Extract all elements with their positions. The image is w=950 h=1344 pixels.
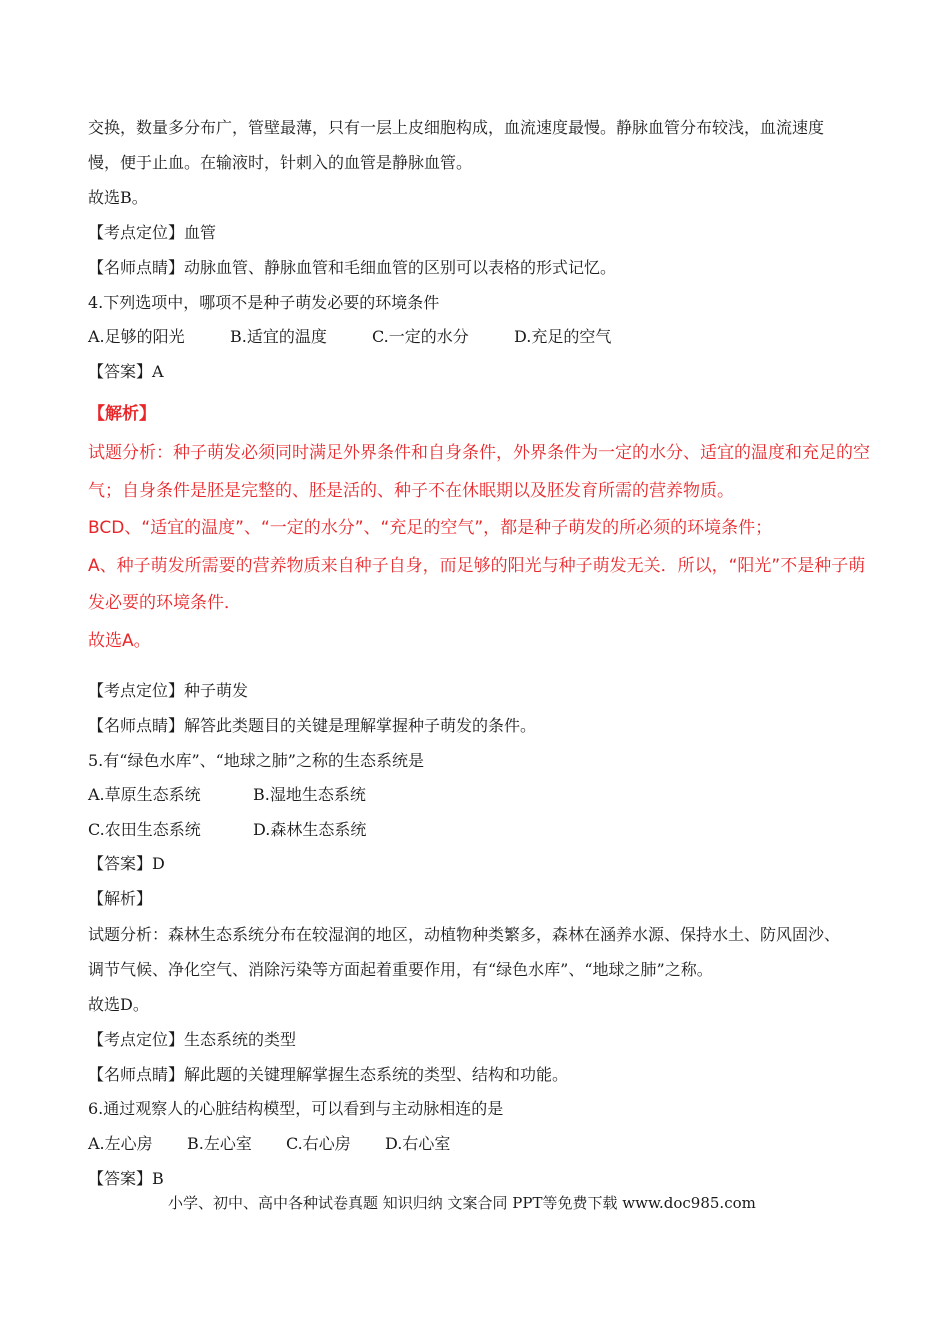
question-6: 6.通过观察人的心脏结构模型，可以看到与主动脉相连的是 xyxy=(88,1099,504,1118)
option-a: A.足够的阳光 xyxy=(88,327,185,346)
option-d: D.森林生态系统 xyxy=(253,820,367,839)
answer-6: 【答案】B xyxy=(88,1169,164,1188)
dianjing-label: 【名师点睛】解答此类题目的关键是理解掌握种子萌发的条件。 xyxy=(88,716,537,735)
answer-4: 【答案】A xyxy=(88,362,164,381)
text-line: 交换，数量多分布广，管壁最薄，只有一层上皮细胞构成，血流速度最慢。静脉血管分布较浅，血流速度 xyxy=(88,118,825,137)
option-a: A.左心房 xyxy=(88,1134,153,1153)
answer-5: 【答案】D xyxy=(88,854,165,873)
analysis-line: 发必要的环境条件． xyxy=(88,593,241,613)
kaodian-label: 【考点定位】血管 xyxy=(88,223,217,242)
option-b: B.左心室 xyxy=(187,1134,252,1153)
question-4-options xyxy=(88,326,611,348)
analysis-conclusion: 故选A。 xyxy=(88,631,151,651)
option-c: C.一定的水分 xyxy=(372,327,469,346)
question-5: 5.有“绿色水库”、“地球之肺”之称的生态系统是 xyxy=(88,751,424,770)
text-line: 故选B。 xyxy=(88,188,148,207)
analysis-heading: 【解析】 xyxy=(88,889,153,908)
kaodian-label: 【考点定位】生态系统的类型 xyxy=(88,1030,297,1049)
option-b: B.适宜的温度 xyxy=(230,327,327,346)
page-footer: 小学、初中、高中各种试卷真题 知识归纳 文案合同 PPT等免费下载 www.doc985.com xyxy=(168,1194,756,1212)
option-d: D.充足的空气 xyxy=(514,327,612,346)
analysis-line: 调节气候、净化空气、消除污染等方面起着重要作用，有“绿色水库”、“地球之肺”之称。 xyxy=(88,960,713,979)
analysis-line: 试题分析：森林生态系统分布在较湿润的地区，动植物种类繁多，森林在涵养水源、保持水土、防风固沙、 xyxy=(88,925,841,944)
option-d: D.右心室 xyxy=(385,1134,451,1153)
dianjing-label: 【名师点睛】解此题的关键理解掌握生态系统的类型、结构和功能。 xyxy=(88,1065,569,1084)
dianjing-label: 【名师点睛】动脉血管、静脉血管和毛细血管的区别可以表格的形式记忆。 xyxy=(88,258,617,277)
text-line: 慢，便于止血。在输液时，针刺入的血管是静脉血管。 xyxy=(88,153,473,172)
question-5-options-row1 xyxy=(88,784,366,806)
analysis-line: A、种子萌发所需要的营养物质来自种子自身，而足够的阳光与种子萌发无关．所以，“阳光”不是种子萌 xyxy=(88,556,866,576)
option-c: C.农田生态系统 xyxy=(88,820,201,839)
analysis-line: BCD、“适宜的温度”、“一定的水分”、“充足的空气”，都是种子萌发的所必须的环境条件； xyxy=(88,518,773,538)
question-4: 4.下列选项中，哪项不是种子萌发必要的环境条件 xyxy=(88,293,440,312)
question-5-options-row2 xyxy=(88,819,366,841)
option-a: A.草原生态系统 xyxy=(88,785,201,804)
analysis-line: 试题分析：种子萌发必须同时满足外界条件和自身条件，外界条件为一定的水分、适宜的温度和充足的空 xyxy=(88,443,870,463)
option-c: C.右心房 xyxy=(286,1134,351,1153)
analysis-line: 气；自身条件是胚是完整的、胚是活的、种子不在休眠期以及胚发育所需的营养物质。 xyxy=(88,481,734,501)
kaodian-label: 【考点定位】种子萌发 xyxy=(88,681,249,700)
option-b: B.湿地生态系统 xyxy=(253,785,366,804)
analysis-conclusion: 故选D。 xyxy=(88,995,149,1014)
analysis-heading: 【解析】 xyxy=(88,404,156,424)
question-6-options xyxy=(88,1133,450,1155)
